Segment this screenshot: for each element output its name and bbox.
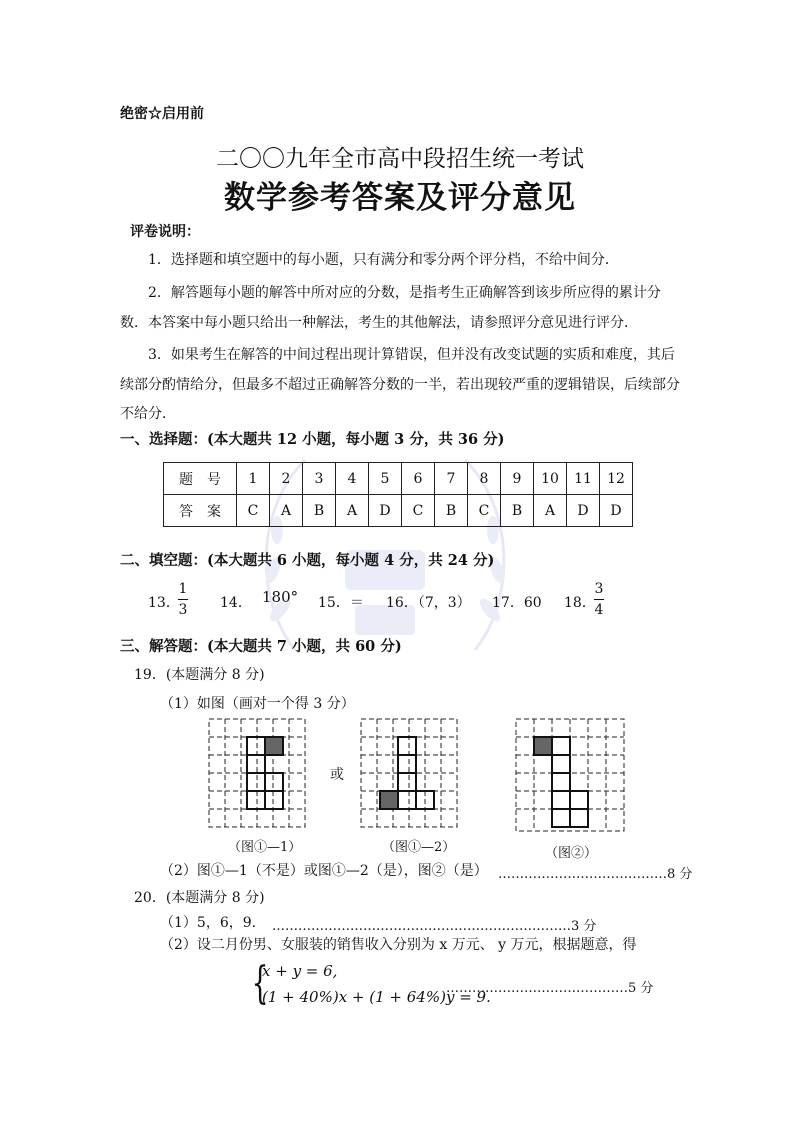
table-cell: B [501, 495, 534, 527]
answer-table [163, 462, 633, 527]
table-cell: 10 [534, 463, 567, 495]
table-cell: 1 [237, 463, 270, 495]
table-cell: 9 [501, 463, 534, 495]
section2-heading: 二、填空题：(本大题共 6 小题，每小题 4 分，共 24 分) [120, 552, 495, 569]
table-cell: 2 [270, 463, 303, 495]
table-cell: B [303, 495, 336, 527]
numerator: 1 [178, 581, 188, 597]
q19-part2-score: …………………………………8 分 [498, 867, 693, 882]
equation-1: x + y = 6, [262, 962, 338, 980]
or-label: 或 [330, 767, 344, 783]
q19-heading: 19．(本题满分 8 分) [134, 667, 265, 683]
row-label: 答 案 [164, 495, 237, 527]
secret-mark: 绝密☆启用前 [120, 106, 204, 122]
fill-answers [148, 580, 748, 620]
table-row [164, 463, 633, 495]
figure-1-1 [208, 718, 308, 830]
table-cell: C [468, 495, 501, 527]
table-cell: 3 [303, 463, 336, 495]
q20-part2: （2）设二月份男、女服装的销售收入分别为 x 万元、 y 万元，根据题意，得 [160, 937, 637, 953]
note-3-line3: 不给分． [120, 406, 176, 422]
q20-part2-score: ……………………………………5 分 [446, 981, 654, 996]
table-cell: 4 [336, 463, 369, 495]
q20-part1: （1）5，6，9. [160, 915, 257, 931]
note-2-line1: 2．解答题每小题的解答中所对应的分数，是指考生正确解答到该步所应得的累计分 [148, 285, 661, 301]
q19-part1: （1）如图（画对一个得 3 分） [160, 696, 355, 712]
q20-heading: 20．(本题满分 8 分) [134, 890, 265, 906]
q13-label: 13． [148, 595, 180, 611]
q20-part1-score: ……………………………………………………………3 分 [272, 919, 597, 934]
q17-answer: 17．60 [492, 595, 542, 611]
exam-title: 二〇〇九年全市高中段招生统一考试 [216, 146, 584, 172]
table-cell: 12 [600, 463, 633, 495]
q14-label: 14． [220, 595, 252, 611]
table-cell: D [369, 495, 402, 527]
note-3-line2: 续部分酌情给分，但最多不超过正确解答分数的一半，若出现较严重的逻辑错误，后续部分 [120, 377, 680, 393]
q18-label: 18． [564, 595, 596, 611]
table-cell: C [402, 495, 435, 527]
q19-part2: （2）图①—1（不是）或图①—2（是），图②（是） [160, 863, 488, 879]
q13-fraction [178, 580, 188, 619]
equation-2: (1 + 40%)x + (1 + 64%)y = 9. [262, 988, 491, 1006]
table-cell: 5 [369, 463, 402, 495]
table-cell: D [600, 495, 633, 527]
table-cell: B [435, 495, 468, 527]
caption-figure-1-2: （图①—2） [382, 840, 456, 855]
table-row [164, 495, 633, 527]
section1-heading: 一、选择题：(本大题共 12 小题，每小题 3 分，共 36 分) [120, 431, 505, 448]
numerator: 3 [594, 581, 604, 597]
table-cell: 6 [402, 463, 435, 495]
table-cell: C [237, 495, 270, 527]
table-cell: A [336, 495, 369, 527]
note-1: 1．选择题和填空题中的每小题，只有满分和零分两个评分档，不给中间分． [148, 252, 619, 268]
table-cell: A [534, 495, 567, 527]
figure-2 [515, 718, 627, 836]
denominator: 4 [594, 602, 604, 618]
table-cell: 7 [435, 463, 468, 495]
caption-figure-2: （图②） [545, 846, 598, 861]
q18-fraction [594, 580, 604, 619]
q15-answer: 15．＝ [318, 595, 364, 611]
note-3-line1: 3．如果考生在解答的中间过程出现计算错误，但并没有改变试题的实质和难度，其后 [148, 347, 675, 363]
table-cell: 11 [567, 463, 600, 495]
table-cell: 8 [468, 463, 501, 495]
figure-1-2 [360, 718, 460, 830]
row-label: 题 号 [164, 463, 237, 495]
notes-heading: 评卷说明： [130, 224, 200, 240]
caption-figure-1-1: （图①—1） [228, 840, 302, 855]
equation-brace: { [251, 958, 269, 1009]
q16-answer: 16．（7，3） [386, 595, 471, 611]
table-cell: D [567, 495, 600, 527]
denominator: 3 [178, 602, 188, 618]
section3-heading: 三、解答题：(本大题共 7 小题，共 60 分) [120, 638, 402, 655]
table-cell: A [270, 495, 303, 527]
q14-answer: 180° [262, 588, 299, 606]
note-2-line2: 数．本答案中每小题只给出一种解法，考生的其他解法，请参照评分意见进行评分． [120, 315, 638, 331]
page-title: 数学参考答案及评分意见 [224, 180, 576, 216]
